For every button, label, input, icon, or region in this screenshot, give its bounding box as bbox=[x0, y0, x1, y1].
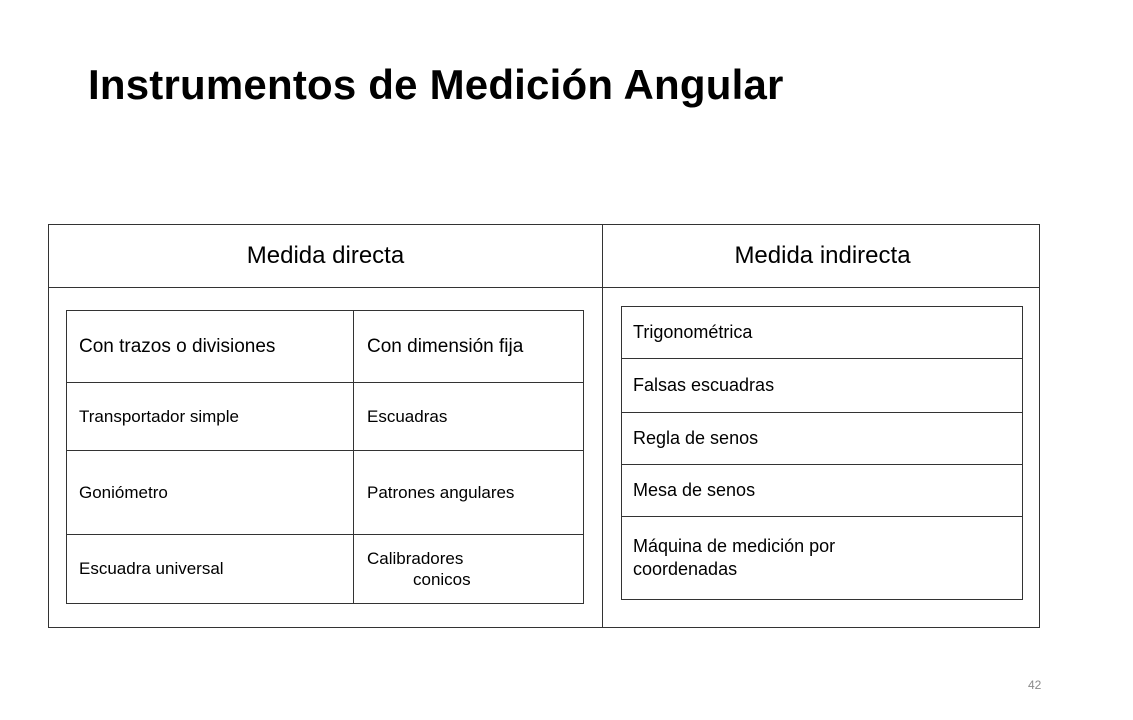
list-item: Mesa de senos bbox=[622, 465, 1022, 517]
header-indirect-measure: Medida indirecta bbox=[734, 242, 911, 269]
table-cell: Escuadra universal bbox=[79, 559, 224, 578]
list-item-text: Máquina de medición por coordenadas bbox=[633, 535, 836, 579]
table-cell: Patrones angulares bbox=[353, 451, 583, 534]
table-row bbox=[67, 535, 583, 603]
cell-text-line: conicos bbox=[413, 570, 471, 589]
list-item bbox=[622, 517, 1022, 599]
slide-title: Instrumentos de Medición Angular bbox=[88, 61, 784, 108]
table-cell: Escuadras bbox=[353, 383, 583, 450]
table-cell bbox=[353, 535, 583, 603]
column-header-fixed-dimension: Con dimensión fija bbox=[353, 311, 583, 382]
column-divider bbox=[602, 225, 603, 627]
direct-table-header-row bbox=[67, 311, 583, 383]
list-item: Regla de senos bbox=[622, 413, 1022, 465]
table-cell: Goniómetro bbox=[79, 482, 168, 502]
header-direct-measure: Medida directa bbox=[246, 242, 405, 269]
page-number: 42 bbox=[1028, 678, 1042, 692]
table-row bbox=[67, 451, 583, 535]
cell-text-line: Calibradores bbox=[367, 548, 464, 568]
column-header-graduated: Con trazos o divisiones bbox=[79, 335, 276, 357]
indirect-measure-table bbox=[621, 306, 1023, 600]
list-item: Falsas escuadras bbox=[622, 359, 1022, 413]
direct-measure-table bbox=[66, 310, 584, 604]
table-cell: Transportador simple bbox=[79, 406, 239, 426]
table-row bbox=[67, 383, 583, 451]
list-item: Trigonométrica bbox=[622, 307, 1022, 359]
header-divider bbox=[49, 287, 1039, 288]
wrapped-cell-text bbox=[367, 548, 471, 591]
